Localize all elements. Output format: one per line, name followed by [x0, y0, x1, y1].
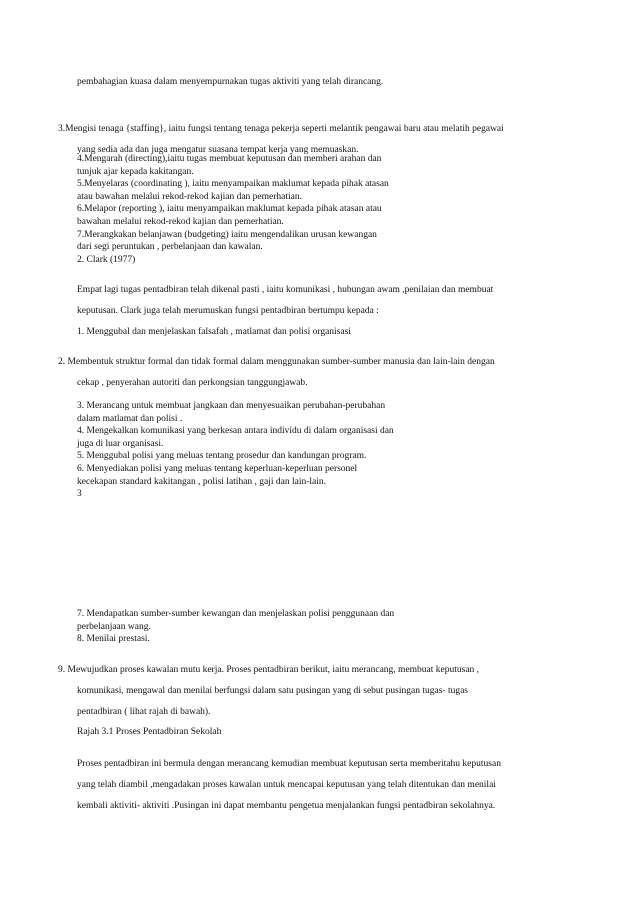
list-item: tunjuk ajar kepada kakitangan.	[77, 166, 194, 177]
paragraph-quality-control	[58, 660, 565, 723]
list-item: juga di luar organisasi.	[77, 438, 164, 449]
list-item: 8. Menilai prestasi.	[77, 634, 150, 645]
text-line: Empat lagi tugas pentadbiran telah dikenal pasti , iaitu komunikasi , hubungan awam ,penilaian dan membuat	[77, 285, 494, 295]
list-item: dari segi peruntukan , perbelanjaan dan kawalan.	[77, 242, 263, 253]
text-line: komunikasi, mengawal dan menilai berfungsi dalam satu pusingan yang di sebut pusingan tugas- tugas	[77, 686, 469, 696]
text-line: cekap , penyerahan autoriti dan perkongsian tanggungjawab.	[77, 378, 308, 388]
list-item: 7.Merangkakan belanjawan (budgeting) iaitu mengendalikan urusan kewangan	[77, 229, 377, 240]
paragraph-continuation	[77, 72, 567, 93]
list-item: 5.Menyelaras (coordinating ), iaitu menyampaikan maklumat kepada pihak atasan	[77, 179, 389, 190]
list-item: kecekapan standard kakitangan , polisi latihan , gaji dan lain-lain.	[77, 476, 327, 487]
list-item: bawahan melalui rekod-rekod kajian dan pemerhatian.	[77, 216, 284, 227]
text-line: 9. Mewujudkan proses kawalan mutu kerja. Proses pentadbiran berikut, iaitu merancang, membuat keputusan ,	[58, 665, 480, 675]
text-line: pentadbiran ( lihat rajah di bawah).	[77, 707, 211, 717]
text-line: Proses pentadbiran ini bermula dengan merancang kemudian membuat keputusan serta memberitahu keputusan	[77, 759, 501, 769]
paragraph-structure	[58, 352, 565, 394]
paragraph-clark	[77, 280, 565, 322]
text-line: 2. Membentuk struktur formal dan tidak formal dalam menggunakan sumber-sumber manusia dan lain-lain dengan	[58, 357, 495, 367]
list-item: perbelanjaan wang.	[77, 621, 151, 632]
text-line: yang telah diambil ,mengadakan proses kawalan untuk mencapai keputusan yang telah ditentukan dan menilai	[77, 780, 496, 790]
list-item-1	[77, 322, 565, 343]
text-line: pembahagian kuasa dalam menyempurnakan tugas aktiviti yang telah dirancang.	[77, 77, 384, 87]
list-item: 7. Mendapatkan sumber-sumber kewangan dan menjelaskan polisi penggunaan dan	[77, 609, 395, 619]
paragraph-process	[77, 754, 565, 817]
list-item: dalam matlamat dan polisi .	[77, 413, 183, 424]
text-line: 3.Mengisi tenaga {staffing}, iaitu fungsi tentang tenaga pekerja seperti melantik pengawai baru atau melatih pegawai	[58, 124, 504, 134]
list-item: 3. Merancang untuk membuat jangkaan dan menyesuaikan perubahan-perubahan	[77, 401, 386, 411]
list-block-resources	[77, 608, 497, 646]
figure-caption: Rajah 3.1 Proses Pentadbiran Sekolah	[77, 727, 222, 737]
text-line: 1. Menggubal dan menjelaskan falsafah , matlamat dan polisi organisasi	[77, 327, 351, 337]
list-item: 5. Menggubal polisi yang meluas tentang prosedur dan kandungan program.	[77, 451, 367, 462]
text-line: yang sedia ada dan juga mengatur suasana tempat kerja yang memuaskan.	[77, 145, 359, 155]
list-block-functions	[77, 153, 497, 266]
list-item: 4. Mengekalkan komunikasi yang berkesan antara individu di dalam organisasi dan	[77, 426, 394, 437]
text-line: kembali aktiviti- aktiviti .Pusingan ini dapat membantu pengetua menjalankan fungsi pentadbiran sekolahnya.	[77, 801, 496, 811]
list-item: atau bawahan melalui rekod-rekod kajian dan pemerhatian.	[77, 191, 302, 202]
text-line: keputusan. Clark juga telah merumuskan fungsi pentadbiran bertumpu kepada :	[77, 306, 379, 316]
list-item: 6. Menyediakan polisi yang meluas tentang keperluan-keperluan personel	[77, 463, 358, 474]
list-item: 2. Clark (1977)	[77, 254, 136, 265]
list-item: 6.Melapor (reporting ), iaitu menyampaikan maklumat kepada pihak atasan atau	[77, 204, 382, 215]
list-item: 4.Mengarah (directing),iaitu tugas membuat keputusan dan memberi arahan dan	[77, 154, 382, 164]
page-number: 3	[77, 489, 82, 500]
list-block-clark	[77, 400, 497, 501]
